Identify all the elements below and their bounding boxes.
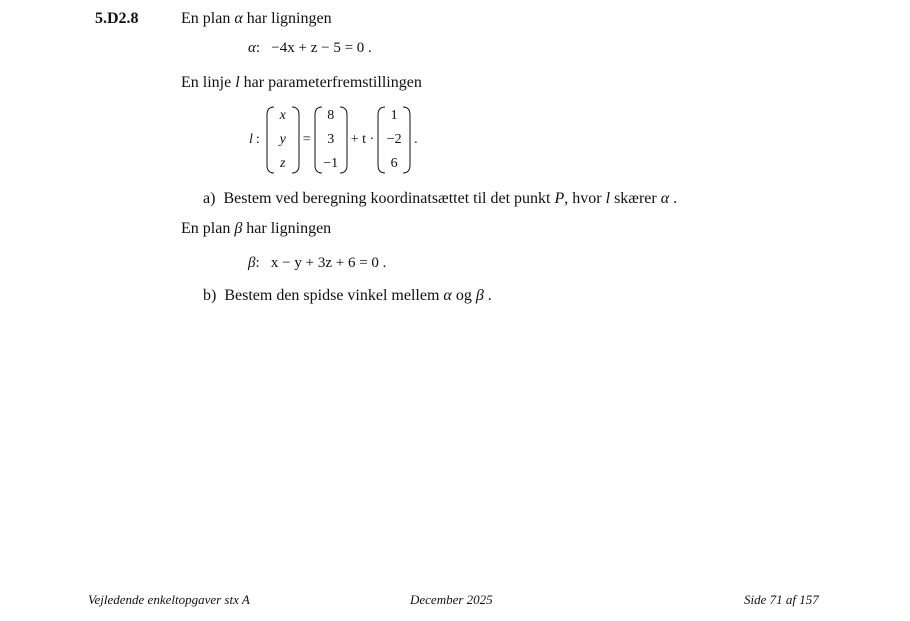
point-p: P (554, 190, 565, 207)
question-a-plane: α (660, 190, 670, 207)
question-a-text-2: , hvor (564, 190, 602, 207)
question-b-og: og (455, 287, 472, 304)
intro-beta-post: har ligningen (246, 220, 332, 237)
eq-alpha-end: . (368, 40, 372, 56)
eq-alpha-symbol: α (248, 40, 256, 56)
eq-alpha-colon: : (255, 40, 261, 56)
eq-beta-lhs: x − y + 3z + 6 = 0 (270, 255, 379, 271)
footer-page-number: Side 71 af 157 (744, 592, 819, 607)
intro-plane-beta (181, 220, 331, 238)
alpha-symbol: α (234, 10, 243, 27)
question-a (203, 190, 677, 208)
direction-x: 1 (390, 108, 398, 123)
equation-beta (248, 255, 386, 272)
intro-alpha-post: har ligningen (246, 10, 332, 27)
variable-vector (266, 105, 300, 175)
equation-alpha (248, 40, 372, 57)
footer-left: Vejledende enkeltopgaver stx A (88, 592, 250, 607)
question-b-plane-1: α (443, 287, 452, 304)
intro-alpha-pre: En plan (181, 10, 231, 27)
vector-y: y (279, 132, 286, 147)
point-vector (314, 105, 348, 175)
intro-line-post: har parameterfremstillingen (243, 74, 422, 91)
exercise-id: 5.D2.8 (95, 10, 139, 27)
question-a-label: a) (203, 190, 216, 207)
direction-z: 6 (390, 156, 398, 171)
beta-symbol: β (234, 220, 243, 237)
eq-beta-symbol: β (248, 255, 256, 271)
question-a-text-1: Bestem ved beregning koordinatsættet til det punkt (223, 190, 551, 207)
eq-alpha-lhs: −4x + z − 5 = 0 (271, 40, 365, 56)
question-b-plane-2: β (475, 287, 484, 304)
point-z: −1 (323, 156, 339, 171)
intro-beta-pre: En plan (181, 220, 231, 237)
question-b (203, 287, 492, 305)
vector-z: z (280, 156, 286, 171)
equals-sign: = (302, 132, 311, 147)
line-colon: : (255, 132, 260, 147)
eq-beta-end: . (382, 255, 387, 271)
line-parametric-equation (246, 104, 421, 176)
direction-y: −2 (386, 132, 402, 147)
question-a-line: l (605, 190, 611, 207)
plus-t-dot: + t · (350, 132, 375, 147)
question-b-text-1: Bestem den spidse vinkel mellem (224, 287, 440, 304)
vector-x: x (279, 108, 286, 123)
question-a-text-3: skærer (614, 190, 657, 207)
line-label: l (249, 132, 253, 147)
intro-line (181, 74, 422, 92)
intro-line-pre: En linje (181, 74, 232, 91)
question-a-end: . (673, 190, 678, 207)
line-eq-end: . (414, 132, 418, 147)
question-b-label: b) (203, 287, 217, 304)
point-y: 3 (327, 132, 335, 147)
line-symbol: l (235, 74, 240, 91)
intro-plane-alpha (181, 10, 332, 28)
direction-vector (377, 105, 411, 175)
point-x: 8 (327, 108, 335, 123)
eq-beta-colon: : (255, 255, 260, 271)
question-b-end: . (487, 287, 492, 304)
footer-center: December 2025 (410, 592, 493, 607)
